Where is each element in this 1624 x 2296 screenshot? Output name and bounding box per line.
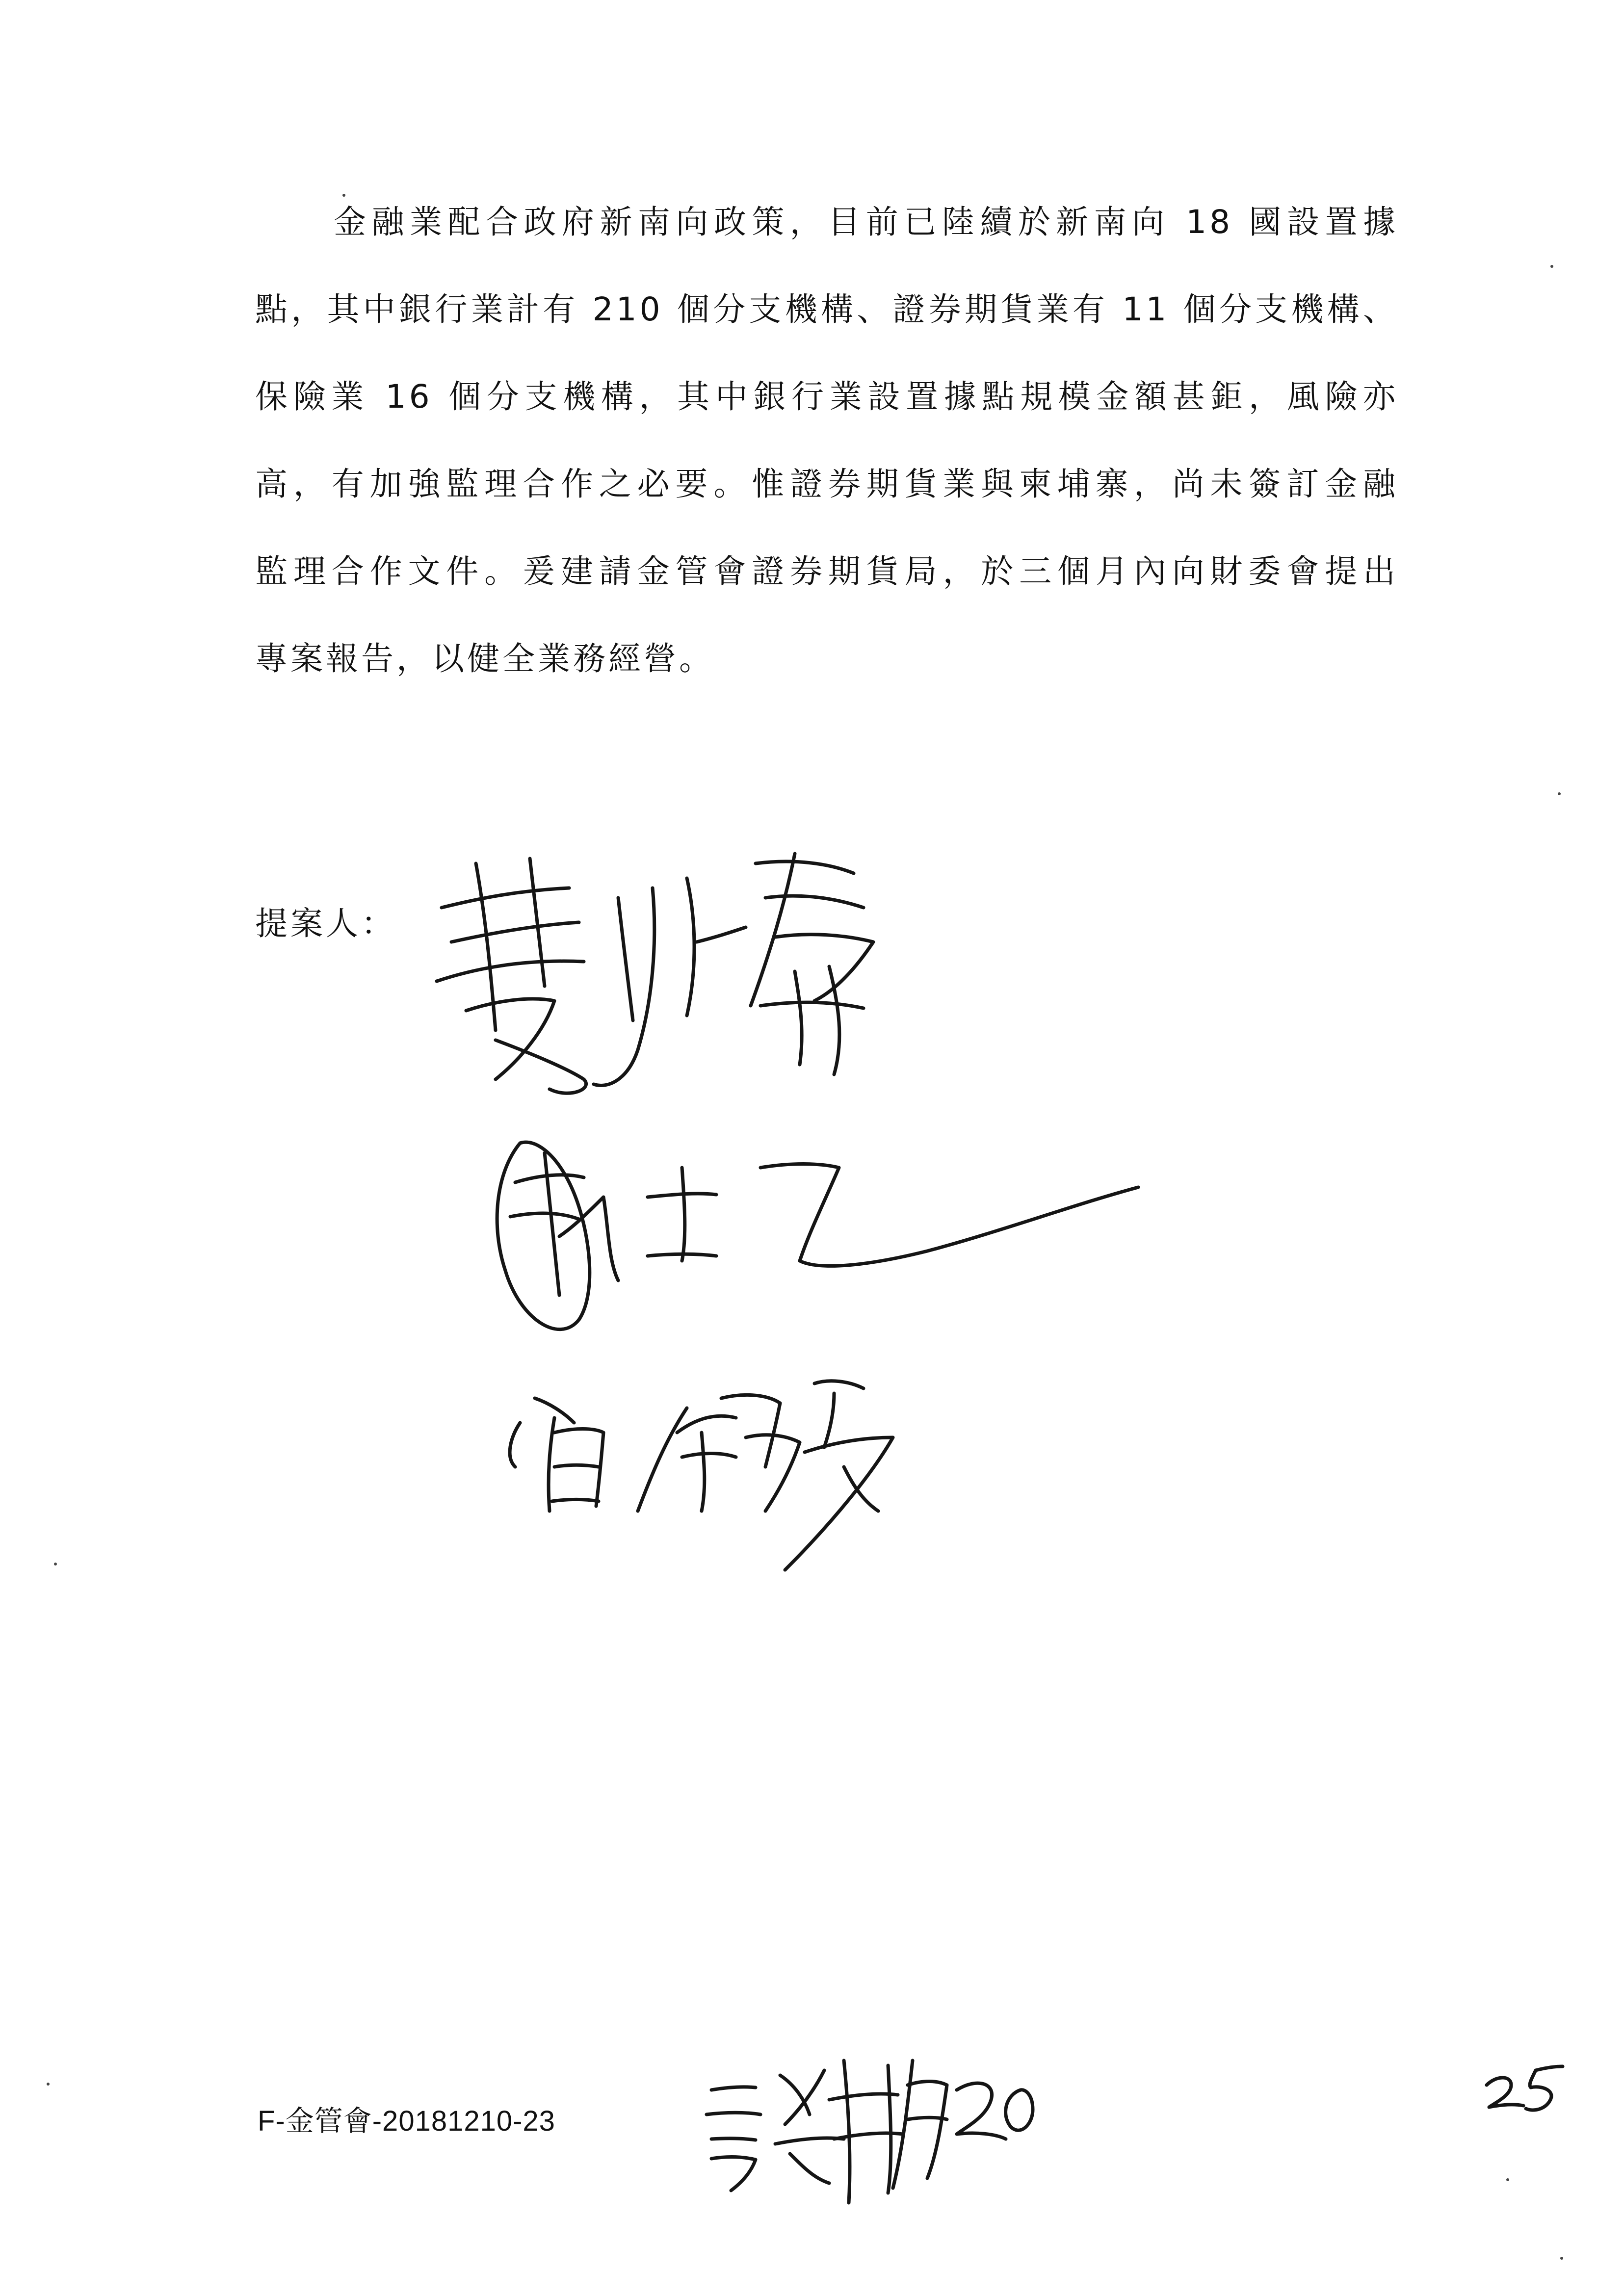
resolution-body xyxy=(255,203,1398,730)
signature-2 xyxy=(486,1114,1158,1369)
document-code: F-金管會-20181210-23 xyxy=(258,2105,555,2137)
scan-speck xyxy=(1558,792,1561,795)
body-line-5: 監理合作文件。爰建請金管會證券期貨局，於三個月內向財委會提出 xyxy=(255,552,1398,590)
body-line-6: 專案報告，以健全業務經營。 xyxy=(255,640,714,678)
page-number-mark xyxy=(1477,2056,1570,2119)
scan-speck xyxy=(54,1563,57,1565)
body-line-2: 點，其中銀行業計有 210 個分支機構、證券期貨業有 11 個分支機構、 xyxy=(255,290,1398,328)
body-line-4: 高，有加強監理合作之必要。惟證券期貨業與柬埔寨，尚未簽訂金融 xyxy=(255,465,1398,503)
scan-speck xyxy=(342,194,345,197)
signature-3 xyxy=(491,1364,942,1580)
body-line-1: 金融業配合政府新南向政策，目前已陸續於新南向 18 國設置據 xyxy=(334,203,1398,241)
body-line-3: 保險業 16 個分支機構，其中銀行業設置據點規模金額甚鉅，風險亦 xyxy=(255,378,1398,416)
scan-speck xyxy=(1550,265,1553,268)
scan-speck xyxy=(1560,2257,1563,2260)
scan-speck xyxy=(47,2083,50,2086)
handwritten-note xyxy=(682,2031,1035,2218)
signature-1 xyxy=(422,844,952,1119)
proposer-label: 提案人： xyxy=(255,905,396,942)
scan-speck xyxy=(1506,2178,1509,2181)
